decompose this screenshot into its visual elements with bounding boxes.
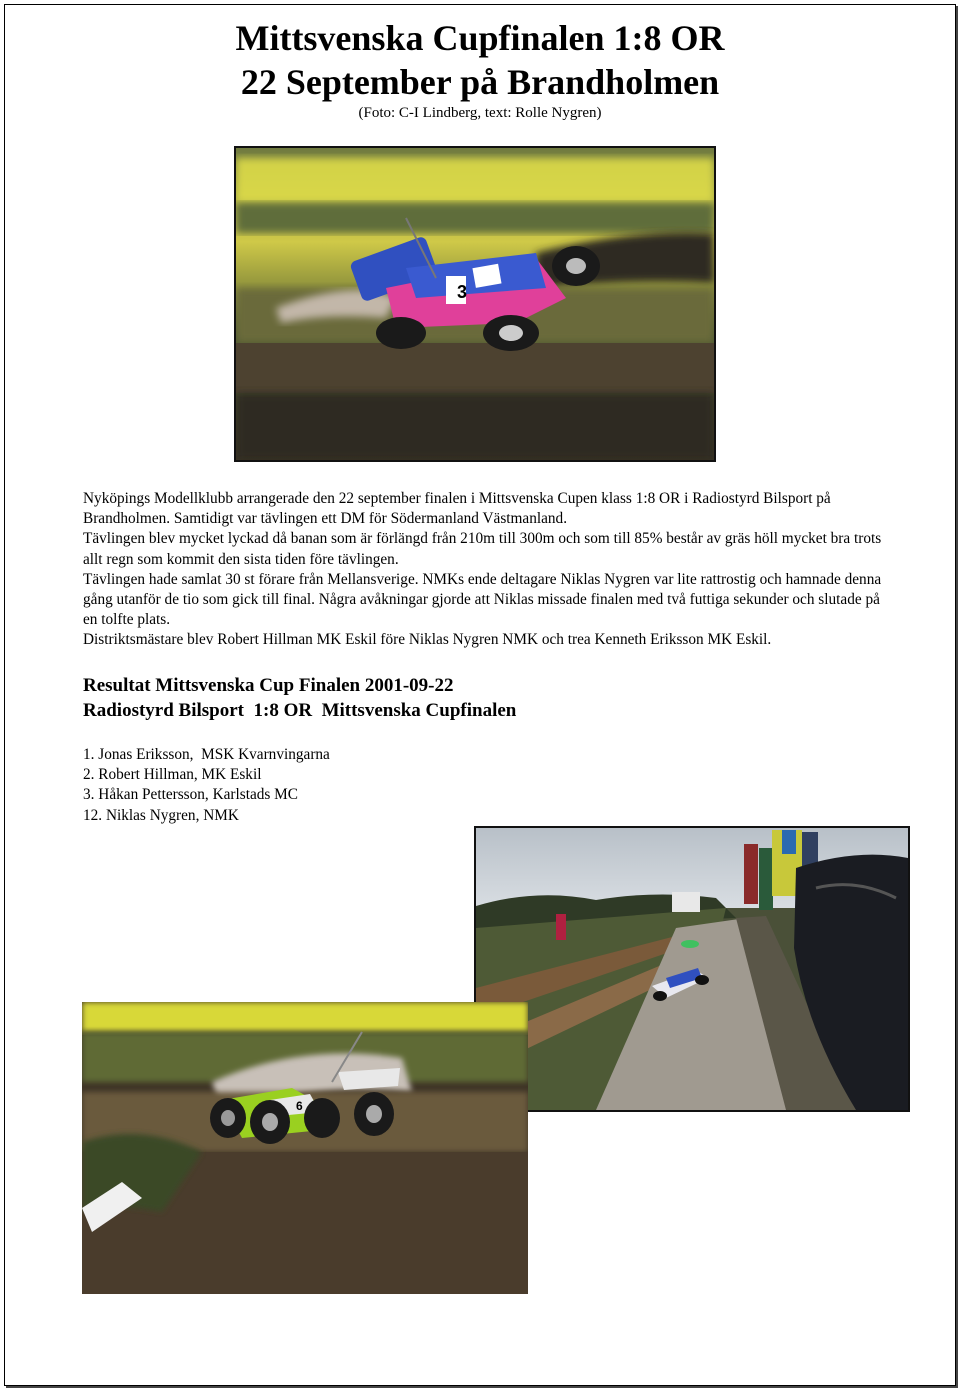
car-number-top: 3	[457, 282, 468, 302]
article-paragraph-2: Tävlingen blev mycket lyckad då banan som är förlängd från 210m till 300m och som till 85% består av gräs höll mycket bra trots allt regn som kommit den sista tiden före tävlingen.	[83, 530, 882, 568]
article-paragraph-4: Distriktsmästare blev Robert Hillman MK Eskil före Niklas Nygren NMK och trea Kenneth Eriksson MK Eskil.	[83, 631, 772, 649]
page-title-line1: Mittsvenska Cupfinalen 1:8 OR	[235, 18, 725, 58]
list-item: 2. Robert Hillman, MK Eskil	[83, 766, 262, 784]
car-number-green: 6	[296, 1099, 303, 1113]
article-body	[83, 489, 883, 651]
results-heading	[83, 673, 883, 723]
list-item: 12. Niklas Nygren, NMK	[83, 806, 239, 824]
page-title-line2: 22 September på Brandholmen	[240, 62, 720, 102]
article-paragraph-3: Tävlingen hade samlat 30 st förare från Mellansverige. NMKs ende deltagare Niklas Nygren var lite rattrostig och hamnade denna gång utanför de tio som gick till final. Några avåkningar gjorde att Niklas missade finalen med två futtiga sekunder och slutade på en tolfte plats.	[83, 570, 882, 629]
results-heading-line2: Radiostyrd Bilsport 1:8 OR Mittsvenska Cupfinalen	[83, 700, 517, 721]
results-list	[83, 745, 483, 826]
photo-green-buggy	[82, 1002, 528, 1294]
photo-track-spectators	[474, 826, 910, 1112]
article-paragraph-1: Nyköpings Modellklubb arrangerade den 22 september finalen i Mittsvenska Cupen klass 1:8 OR i Radiostyrd Bilsport på Brandholmen. Samtidigt var tävlingen ett DM för Södermanland Västmanland.	[83, 490, 831, 528]
list-item: 3. Håkan Pettersson, Karlstads MC	[83, 786, 298, 804]
photo-top-buggy	[234, 146, 716, 462]
results-heading-line1: Resultat Mittsvenska Cup Finalen 2001-09-22	[83, 675, 454, 696]
list-item: 1. Jonas Eriksson, MSK Kvarnvingarna	[83, 746, 330, 763]
photo-credit: (Foto: C-I Lindberg, text: Rolle Nygren)	[358, 105, 602, 121]
